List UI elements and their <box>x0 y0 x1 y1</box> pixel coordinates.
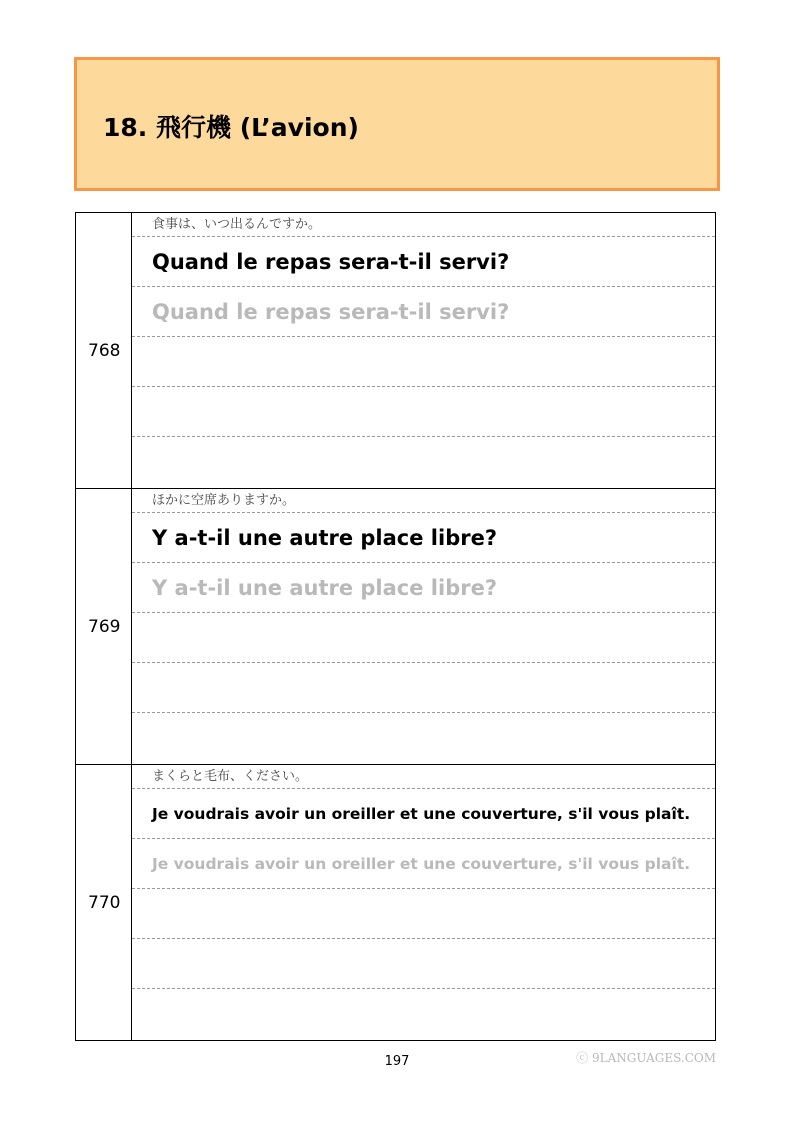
copyright-notice: ⓒ 9LANGUAGES.COM <box>576 1051 716 1065</box>
title-box <box>74 57 720 191</box>
entry-number: 768 <box>76 213 132 488</box>
writing-line[interactable] <box>132 939 715 989</box>
writing-line[interactable] <box>132 889 715 939</box>
writing-line[interactable] <box>132 663 715 713</box>
writing-line[interactable] <box>132 613 715 663</box>
practice-sheet <box>75 212 716 1041</box>
page-number: 197 <box>384 1054 410 1069</box>
model-sentence: Quand le repas sera-t-il servi? <box>132 237 715 287</box>
trace-sentence: Y a-t-il une autre place libre? <box>132 563 715 613</box>
entry-770 <box>76 765 715 1041</box>
writing-line[interactable] <box>132 989 715 1039</box>
entry-number: 769 <box>76 489 132 764</box>
writing-line[interactable] <box>132 437 715 487</box>
writing-line[interactable] <box>132 387 715 437</box>
entry-769 <box>76 489 715 765</box>
entry-lines <box>132 213 715 488</box>
japanese-hint: まくらと毛布、ください。 <box>132 765 715 789</box>
writing-line[interactable] <box>132 713 715 763</box>
japanese-hint: 食事は、いつ出るんですか。 <box>132 213 715 237</box>
model-sentence: Je voudrais avoir un oreiller et une couverture, s'il vous plaît. <box>132 789 715 839</box>
model-sentence: Y a-t-il une autre place libre? <box>132 513 715 563</box>
entry-number: 770 <box>76 765 132 1041</box>
trace-sentence: Je voudrais avoir un oreiller et une couverture, s'il vous plaît. <box>132 839 715 889</box>
page-title: 18. 飛行機 (L’avion) <box>103 113 359 142</box>
japanese-hint: ほかに空席ありますか。 <box>132 489 715 513</box>
entry-768 <box>76 213 715 489</box>
trace-sentence: Quand le repas sera-t-il servi? <box>132 287 715 337</box>
entry-lines <box>132 489 715 764</box>
entry-lines <box>132 765 715 1041</box>
writing-line[interactable] <box>132 337 715 387</box>
